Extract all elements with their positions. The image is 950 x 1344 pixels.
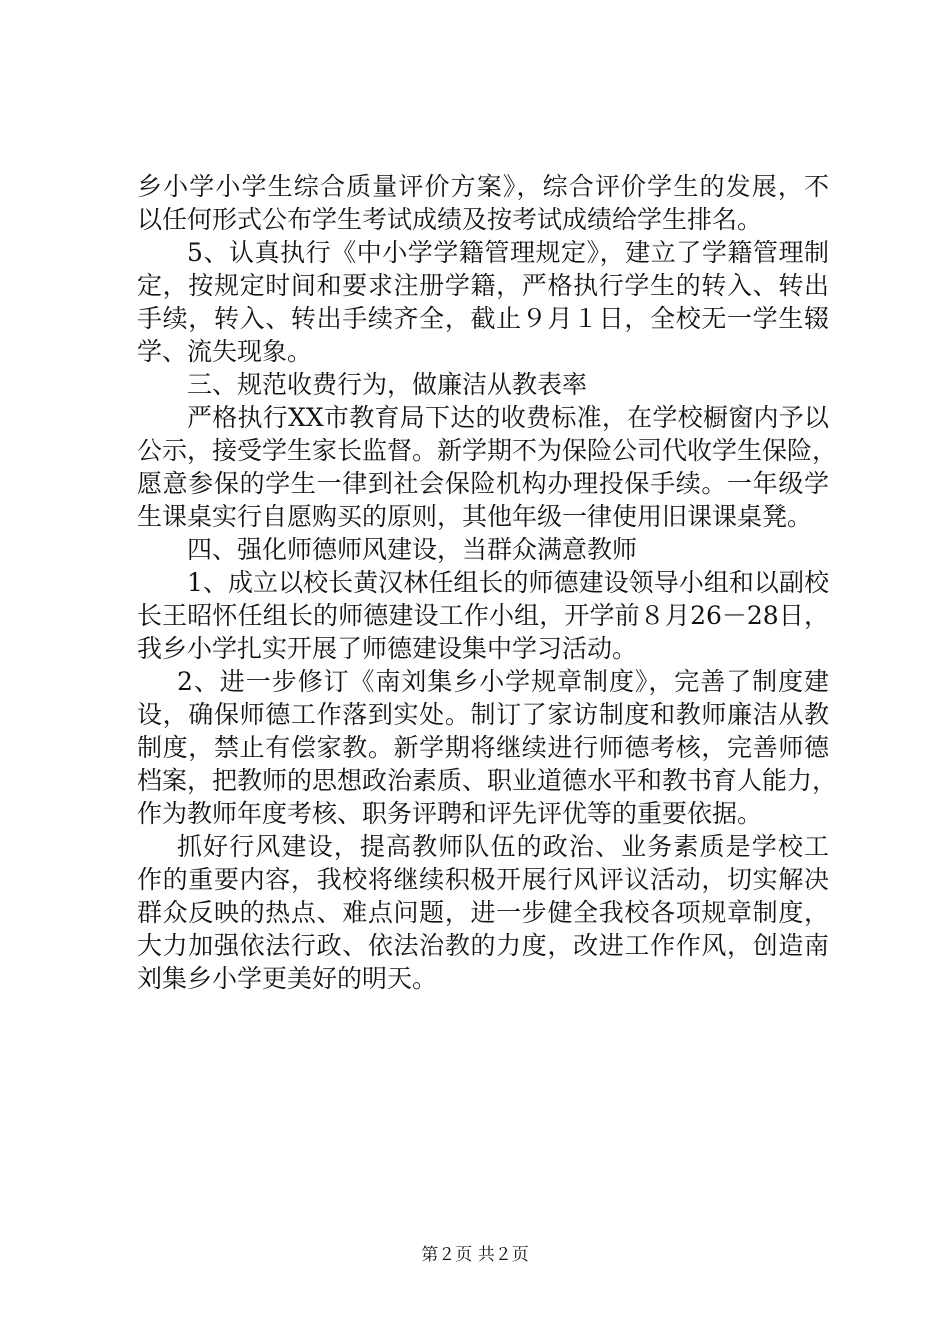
text-line: 生课桌实行自愿购买的原则，其他年级一律使用旧课课桌凳。 — [137, 502, 813, 531]
document-body — [137, 170, 838, 995]
text-line: 手续，转入、转出手续齐全，截止９月１日，全校无一学生辍 — [137, 304, 829, 333]
text-line: 乡小学小学生综合质量评价方案》，综合评价学生的发展，不 — [137, 172, 829, 201]
section-heading: 三、规范收费行为，做廉洁从教表率 — [187, 370, 588, 399]
page-footer — [0, 1243, 950, 1267]
page-number-label: 第２页 共２页 — [421, 1245, 529, 1265]
text-line: 抓好行风建设，提高教师队伍的政治、业务素质是学校工 — [177, 832, 829, 861]
text-line: 1、成立以校长黄汉林任组长的师德建设领导小组和以副校 — [187, 568, 829, 597]
text-line: 定，按规定时间和要求注册学籍，严格执行学生的转入、转出 — [137, 271, 829, 300]
text-line: 设，确保师德工作落到实处。制订了家访制度和教师廉洁从教 — [137, 700, 829, 729]
text-line: 学、流失现象。 — [137, 337, 313, 366]
text-line: 刘集乡小学更美好的明天。 — [137, 964, 438, 993]
text-line: 我乡小学扎实开展了师德建设集中学习活动。 — [137, 634, 638, 663]
text-line: 愿意参保的学生一律到社会保险机构办理投保手续。一年级学 — [137, 469, 829, 498]
text-line: 严格执行XX市教育局下达的收费标准，在学校橱窗内予以 — [187, 403, 829, 432]
text-line: 群众反映的热点、难点问题，进一步健全我校各项规章制度， — [137, 898, 829, 927]
text-line: 以任何形式公布学生考试成绩及按考试成绩给学生排名。 — [137, 205, 763, 234]
text-line: 长王昭怀任组长的师德建设工作小组，开学前８月26－28日， — [137, 601, 829, 630]
section-heading: 四、强化师德师风建设，当群众满意教师 — [187, 535, 638, 564]
text-line: 2、进一步修订《南刘集乡小学规章制度》，完善了制度建 — [177, 667, 829, 696]
text-line: 制度，禁止有偿家教。新学期将继续进行师德考核，完善师德 — [137, 733, 829, 762]
text-line: 档案，把教师的思想政治素质、职业道德水平和教书育人能力， — [137, 766, 838, 795]
text-line: 大力加强依法行政、依法治教的力度，改进工作作风，创造南 — [137, 931, 829, 960]
text-line: 5、认真执行《中小学学籍管理规定》，建立了学籍管理制 — [187, 238, 829, 267]
text-line: 作为教师年度考核、职务评聘和评先评优等的重要依据。 — [137, 799, 763, 828]
text-line: 公示，接受学生家长监督。新学期不为保险公司代收学生保险， — [137, 436, 838, 465]
text-line: 作的重要内容，我校将继续积极开展行风评议活动，切实解决 — [137, 865, 829, 894]
